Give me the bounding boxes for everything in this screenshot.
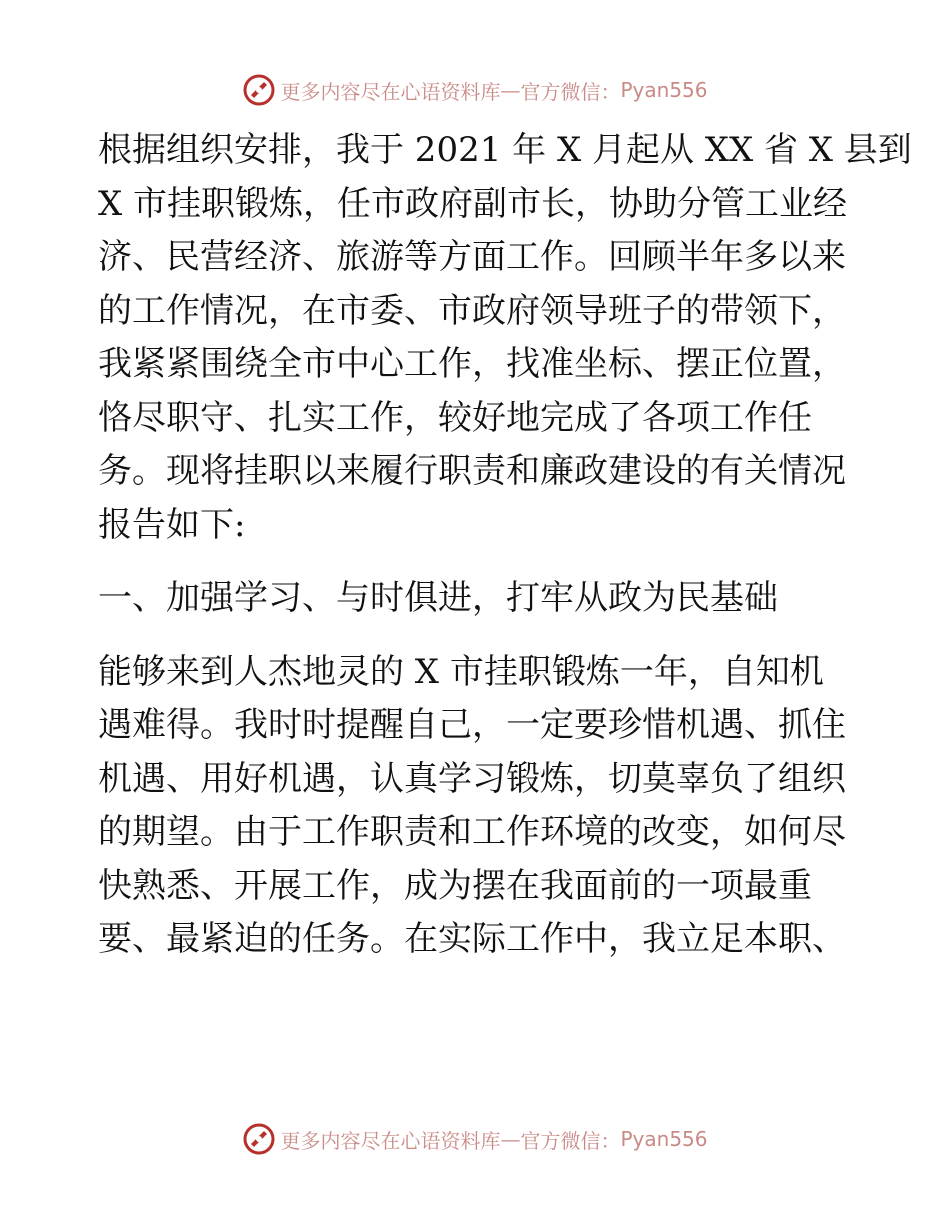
text-line: 机遇、用好机遇，认真学习锻炼，切莫辜负了组织 bbox=[98, 758, 846, 799]
text-line: 务。现将挂职以来履行职责和廉政建设的有关情况 bbox=[98, 451, 846, 491]
text-line: 报告如下: bbox=[98, 504, 246, 545]
text-line: 根据组织安排，我于 2021 年 X 月起从 XX 省 X 县到 bbox=[98, 130, 912, 170]
paragraph-section-1 bbox=[98, 646, 858, 967]
document-body bbox=[98, 124, 912, 967]
text-line: 济、民营经济、旅游等方面工作。回顾半年多以来 bbox=[98, 237, 846, 277]
text-line: 的工作情况，在市委、市政府领导班子的带领下， bbox=[98, 290, 846, 331]
section-heading: 一、加强学习、与时俱进，打牢从政为民基础 bbox=[98, 578, 778, 618]
text-line: 恪尽职守、扎实工作，较好地完成了各项工作任 bbox=[98, 397, 812, 438]
text-line: 能够来到人杰地灵的 X 市挂职锻炼一年，自知机 bbox=[98, 651, 824, 692]
watermark-wechat-label: 官方微信： bbox=[520, 1128, 621, 1153]
watermark-wechat-id: Pyan556 bbox=[620, 1127, 708, 1151]
brand-logo-icon bbox=[242, 73, 276, 107]
paragraph-intro bbox=[98, 124, 912, 552]
text-line: 我紧紧围绕全市中心工作，找准坐标、摆正位置， bbox=[98, 344, 846, 384]
text-line: 快熟悉、开展工作，成为摆在我面前的一项最重 bbox=[98, 865, 812, 906]
text-line: 要、最紧迫的任务。在实际工作中，我立足本职、 bbox=[98, 919, 846, 959]
text-line: 遇难得。我时时提醒自己，一定要珍惜机遇、抓住 bbox=[98, 705, 846, 745]
watermark-wechat-id: Pyan556 bbox=[620, 78, 708, 102]
watermark-text: 更多内容尽在心语资料库 bbox=[280, 79, 501, 104]
watermark-separator: — bbox=[500, 1127, 521, 1151]
brand-logo-icon bbox=[242, 1122, 276, 1156]
watermark-separator: — bbox=[500, 78, 521, 102]
watermark-text: 更多内容尽在心语资料库 bbox=[280, 1128, 501, 1153]
text-line: X 市挂职锻炼，任市政府副市长，协助分管工业经 bbox=[98, 183, 848, 224]
watermark-header bbox=[0, 72, 950, 108]
watermark-wechat-label: 官方微信： bbox=[520, 79, 621, 104]
watermark-footer bbox=[0, 1121, 950, 1157]
text-line: 的期望。由于工作职责和工作环境的改变，如何尽 bbox=[98, 812, 846, 852]
